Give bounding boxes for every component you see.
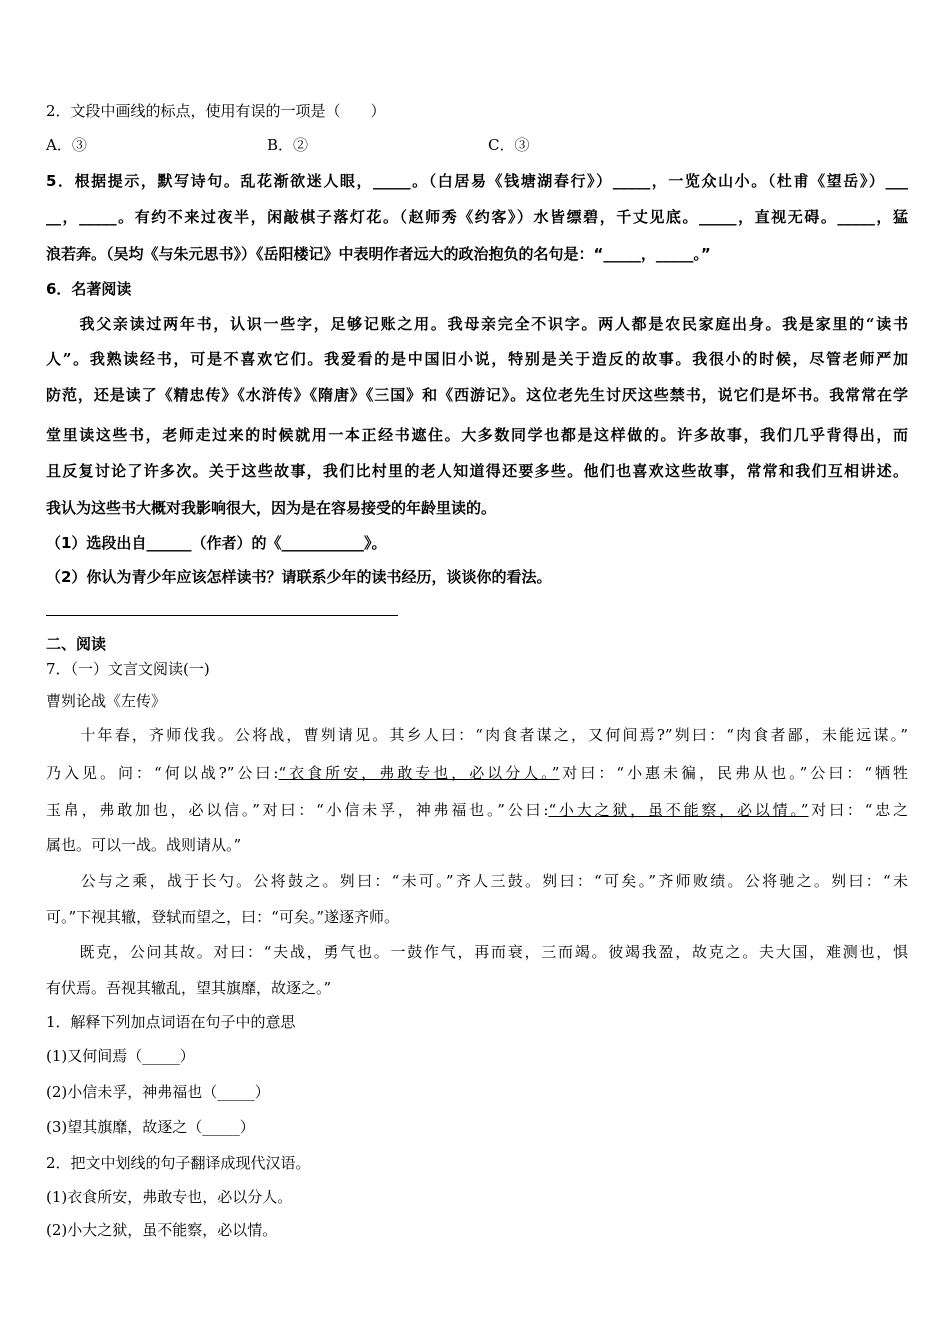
para1-line-3-end: 对曰：“忠之 <box>808 801 909 819</box>
underlined-sentence-1: “衣食所安，弗敢专也，必以分人。” <box>278 764 560 782</box>
para2-line-2: 可。”下视其辙，登轼而望之，曰：“可矣。”遂逐齐师。 <box>46 908 400 926</box>
para1-line-2-start: 乃入见。问：“何以战?”公曰: <box>46 764 279 782</box>
q6-passage-line-1: 我父亲读过两年书，认识一些字，足够记账之用。我母亲完全不识字。两人都是农民家庭出身。我是家里的“读书 <box>46 315 908 333</box>
answer-line <box>46 615 398 616</box>
q6-passage-line-3: 防范，还是读了《精忠传》《水浒传》《隋唐》《三国》和《西游记》。这位老先生讨厌这些禁书，说它们是坏书。我常常在学 <box>46 386 908 404</box>
q6-passage-line-4: 堂里读这些书，老师走过来的时候就用一本正经书遮住。大多数同学也都是这样做的。许多故事，我们几乎背得出，而 <box>46 426 908 444</box>
text-title: 曹刿论战《左传》 <box>46 692 167 710</box>
exercise-1-item-2: (2)小信未孚，神弗福也（_____） <box>46 1083 270 1101</box>
q6-sub-question-1: （1）选段出自______（作者）的《___________》。 <box>46 534 387 552</box>
section-2-title: 二、阅读 <box>46 635 107 653</box>
q6-passage-line-5: 且反复讨论了许多次。关于这些故事，我们比村里的老人知道得还要多些。他们也喜欢这些故事，常常和我们互相讲述。 <box>46 462 908 480</box>
exercise-1-item-1: (1)又何间焉（_____） <box>46 1047 195 1065</box>
para1-line-3-start: 玉帛，弗敢加也，必以信。”对曰：“小信未孚，神弗福也。”公曰: <box>46 801 549 819</box>
para3-line-1: 既克，公问其故。对曰：“夫战，勇气也。一鼓作气，再而衰，三而竭。彼竭我盈，故克之。夫大国，难测也，惧 <box>46 943 908 961</box>
q5-line-1: 5．根据提示，默写诗句。乱花渐欲迷人眼，_____。（白居易《钱塘湖春行》）_____，一览众山小。（杜甫《望岳》）___ <box>46 172 908 190</box>
para3-line-2: 有伏焉。吾视其辙乱，望其旗靡，故逐之。” <box>46 979 332 997</box>
q2-option-b: B．② <box>267 136 309 154</box>
q2-option-c: C．③ <box>488 136 530 154</box>
para1-line-4: 属也。可以一战。战则请从。” <box>46 836 242 854</box>
para1-line-2 <box>46 762 908 784</box>
para1-line-2-end: 对曰：“小惠未徧，民弗从也。”公曰：“牺牲 <box>559 764 908 782</box>
q6-passage-line-6: 我认为这些书大概对我影响很大，因为是在容易接受的年龄里读的。 <box>46 499 497 517</box>
exercise-1-item-3: (3)望其旗靡，故逐之（_____） <box>46 1118 255 1136</box>
exercise-1-title: 1．解释下列加点词语在句子中的意思 <box>46 1013 296 1031</box>
para1-line-1: 十年春，齐师伐我。公将战，曹刿请见。其乡人曰：“肉食者谋之，又何间焉?”刿曰：“肉食者鄙，未能远谋。” <box>46 726 908 744</box>
q7-title: 7．（一）文言文阅读(一) <box>46 660 210 678</box>
q2-option-a: A．③ <box>46 136 87 154</box>
underlined-sentence-2: “小大之狱，虽不能察，必以情。” <box>548 801 809 819</box>
q6-title: 6．名著阅读 <box>46 280 132 298</box>
q5-line-3: 浪若奔。（吴均《与朱元思书》）《岳阳楼记》中表明作者远大的政治抱负的名句是：“_____，_____。” <box>46 245 711 263</box>
q6-passage-line-2: 人”。我熟读经书，可是不喜欢它们。我爱看的是中国旧小说，特别是关于造反的故事。我很小的时候，尽管老师严加 <box>46 350 908 368</box>
q5-line-2: __，_____。有约不来过夜半，闲敲棋子落灯花。（赵师秀《约客》）水皆缥碧，千丈见底。_____，直视无碍。_____，猛 <box>46 208 908 226</box>
exercise-2-item-1: (1)衣食所安，弗敢专也，必以分人。 <box>46 1188 293 1206</box>
exercise-2-item-2: (2)小大之狱，虽不能察，必以情。 <box>46 1221 278 1239</box>
para1-line-3 <box>46 799 908 821</box>
para2-line-1: 公与之乘，战于长勺。公将鼓之。刿曰：“未可。”齐人三鼓。刿曰：“可矣。”齐师败绩。公将驰之。刿曰：“未 <box>46 872 908 890</box>
exercise-2-title: 2．把文中划线的句子翻译成现代汉语。 <box>46 1154 311 1172</box>
q6-sub-question-2: （2）你认为青少年应该怎样读书？请联系少年的读书经历，谈谈你的看法。 <box>46 568 552 586</box>
q2-stem: 2．文段中画线的标点，使用有误的一项是（ ） <box>46 102 386 120</box>
